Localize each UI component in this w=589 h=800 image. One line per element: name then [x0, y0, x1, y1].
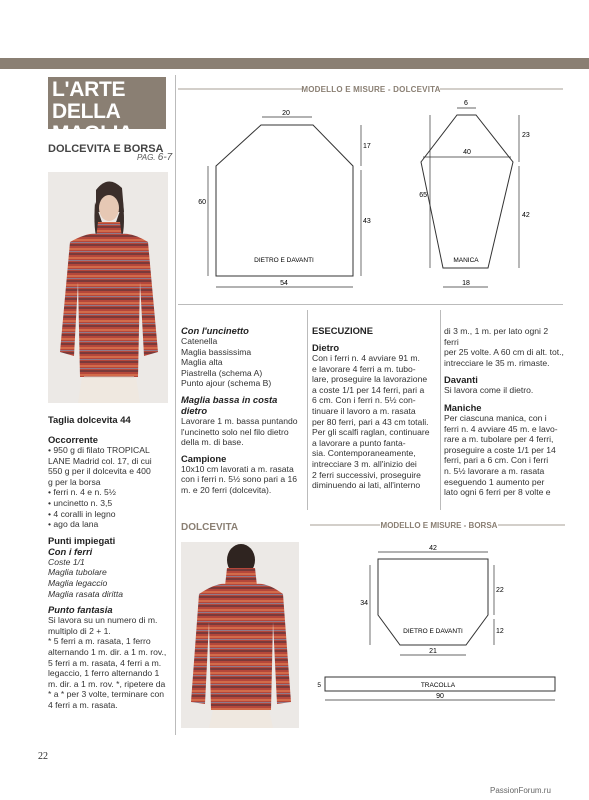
model-photo [48, 172, 168, 403]
fancy-line: 4 ferri a m. rasata. [48, 699, 118, 710]
crochet-item: Maglia bassissima [181, 346, 252, 357]
back-line: Con i ferri n. 4 avviare 91 m. [312, 353, 420, 363]
fancy-line: * 5 ferri a m. rasata, 1 ferro [48, 636, 151, 647]
dim-sleeve-bottom: 18 [462, 280, 470, 287]
dim-bag-top: 42 [429, 545, 437, 552]
sc-heading: Maglia bassa in costa [181, 393, 278, 405]
dim-sleeve-height: 65 [419, 192, 427, 199]
execution-heading: ESECUZIONE [312, 325, 373, 336]
front-heading: Davanti [444, 374, 478, 386]
back-line: 6 cm. Con i ferri n. 5½ con- [312, 395, 416, 406]
fancy-line: alternando 1 m. dir. a 1 m. rov., [48, 646, 167, 657]
dim-bag-left: 34 [360, 600, 368, 607]
sleeve-line: proseguire a coste 1/1 per 14 [444, 444, 556, 455]
needles-heading: Con i ferri [48, 545, 93, 557]
materials-line: • 950 g di filato TROPICAL [48, 445, 150, 455]
fancy-line: 5 ferri a m. rasata, 4 ferri a m. [48, 657, 162, 668]
materials-line: • 4 coralli in legno [48, 508, 116, 519]
column-divider [175, 75, 176, 735]
cont-line: per 25 volte. A 60 cm di alt. tot., [444, 347, 564, 358]
back-line: e lavorare 4 ferri a m. tubo- [312, 363, 416, 374]
sc-line: Lavorare 1 m. bassa puntando [181, 415, 298, 426]
materials-line: 550 g per il dolcevita e 400 [48, 466, 151, 477]
sc-line: della m. di base. [181, 437, 244, 448]
dim-strap-width: 90 [436, 693, 444, 700]
crochet-item: Maglia alta [181, 357, 223, 368]
fancy-line: m. dir. a 1 m. rov. *, ripetere da [48, 678, 166, 689]
back-line: sia. Contemporaneamente, [312, 448, 416, 459]
stitch-item: Maglia rasata diritta [48, 588, 123, 599]
back-line: Per gli scalfi raglan, continuare [312, 427, 430, 438]
sc-line: l'uncinetto solo nel filo dietro [181, 426, 289, 437]
back-line: tinuare il lavoro a m. rasata [312, 405, 416, 416]
back-line: diminuendo ai lati, all'interno [312, 480, 421, 491]
stitch-item: Maglia tubolare [48, 567, 107, 578]
stitch-item: Maglia legaccio [48, 577, 108, 588]
sleeve-line: Per ciascuna manica, con i [444, 412, 547, 423]
materials-line: g per la borsa [48, 476, 101, 487]
dim-body-width: 54 [280, 280, 288, 287]
body-label: DIETRO E DAVANTI [254, 257, 314, 264]
back-heading: Dietro [312, 342, 340, 353]
dim-bag-right-top: 22 [496, 587, 504, 594]
dim-sleeve-side: 42 [522, 212, 530, 219]
stitch-item: Coste 1/1 [48, 556, 85, 567]
column-divider-3 [440, 310, 441, 510]
model-photo-illustration [48, 172, 168, 403]
strap-label: TRACOLLA [420, 682, 456, 689]
fancy-stitch-heading: Punto fantasia [48, 604, 113, 616]
back-photo-illustration [181, 542, 299, 728]
gauge-line: 10x10 cm lavorati a m. rasata [181, 463, 294, 474]
back-line: per 80 ferri, pari a 43 cm totali. [312, 416, 429, 427]
sleeves-heading: Maniche [444, 401, 482, 413]
fancy-line: Si lavora su un numero di m. [48, 615, 158, 626]
back-line: a lavorare a punto fanta- [312, 437, 406, 448]
crochet-heading: Con l'uncinetto [181, 325, 249, 336]
dim-bag-right-bottom: 12 [496, 628, 504, 635]
sleeve-line: ferri, pari a 6 cm. Con i ferri [444, 455, 549, 466]
cont-line: intrecciare le 35 m. rimaste. [444, 357, 550, 368]
diagram-sweater [178, 78, 563, 303]
materials-line: • ferri n. 4 e n. 5½ [48, 487, 116, 498]
stitches-heading: Punti impiegati [48, 534, 116, 546]
sleeve-line: eseguendo 1 aumento per [444, 476, 545, 487]
dim-body-top: 20 [282, 110, 290, 117]
diagram-title: MODELLO E MISURE - BORSA [380, 521, 498, 530]
fancy-line: legaccio, 1 ferro alternando 1 [48, 668, 160, 679]
crochet-item: Catenella [181, 336, 218, 346]
diagram-title: MODELLO E MISURE - DOLCEVITA [301, 85, 441, 94]
back-line: a coste 1/1 per 14 ferri, pari a [312, 384, 425, 395]
section-logo [48, 77, 166, 145]
crochet-item: Piastrella (schema A) [181, 367, 263, 378]
logo-line-2: DELLA MAGLIA [52, 100, 134, 145]
diagram-bag [310, 515, 565, 715]
materials-line: LANE Madrid col. 17, di cui [48, 455, 152, 466]
dim-strap-height: 5 [317, 682, 321, 689]
page-reference [137, 152, 172, 163]
cont-line: di 3 m., 1 m. per lato ogni 2 ferri [444, 326, 549, 347]
bag-label: DIETRO E DAVANTI [403, 628, 463, 635]
materials-heading: Occorrente [48, 434, 99, 445]
sleeve-line: rare a m. tubolare per 4 ferri, [444, 434, 554, 445]
fancy-line: multiplo di 2 + 1. [48, 625, 111, 636]
sleeve-line: ferri n. 4 avviare 45 m. e lavo- [444, 423, 558, 434]
sleeve-label: MANICA [453, 257, 479, 264]
dim-sleeve-raglan: 23 [522, 132, 530, 139]
dim-body-side: 43 [363, 218, 371, 225]
gauge-line: m. e 20 ferri (dolcevita). [181, 484, 272, 495]
dim-bag-bottom: 21 [429, 648, 437, 655]
watermark: PassionForum.ru [490, 786, 551, 795]
column-divider-2 [307, 310, 308, 510]
sc-heading-2: dietro [181, 404, 208, 416]
back-photo [181, 542, 299, 728]
gauge-line: con i ferri n. 5½ sono pari a 16 [181, 474, 298, 485]
photo-label: DOLCEVITA [181, 522, 239, 533]
crochet-item: Punto ajour (schema B) [181, 378, 272, 389]
page-ref-number: 6-7 [157, 152, 173, 163]
logo-line-1: L'ARTE [52, 78, 126, 101]
back-line: lare, proseguire la lavorazione [312, 374, 428, 385]
gauge-heading: Campione [181, 452, 227, 464]
page-number: 22 [38, 751, 48, 762]
materials-line: • ago da lana [48, 519, 99, 530]
dim-sleeve-top: 6 [464, 100, 468, 107]
materials-line: • uncinetto n. 3,5 [48, 497, 113, 508]
sleeve-line: lato ogni 6 ferri per 8 volte e [444, 487, 551, 498]
front-line: Si lavora come il dietro. [444, 385, 534, 396]
section-divider [178, 304, 563, 305]
sleeve-line: n. 5½ lavorare a m. rasata [444, 465, 545, 476]
dim-body-raglan: 17 [363, 143, 371, 150]
dim-sleeve-width: 40 [463, 149, 471, 156]
back-line: intrecciare 3 m. all'inizio dei [312, 458, 417, 469]
fancy-line: * a * per 3 volte, terminare con [48, 689, 165, 700]
top-bar [0, 58, 589, 69]
page-title: DOLCEVITA E BORSA [48, 143, 164, 155]
back-line: 2 ferri successivi, proseguire [312, 469, 421, 480]
page-ref-label: PAG. [137, 153, 156, 162]
size-heading: Taglia dolcevita 44 [48, 414, 131, 425]
dim-body-height: 60 [198, 199, 206, 206]
